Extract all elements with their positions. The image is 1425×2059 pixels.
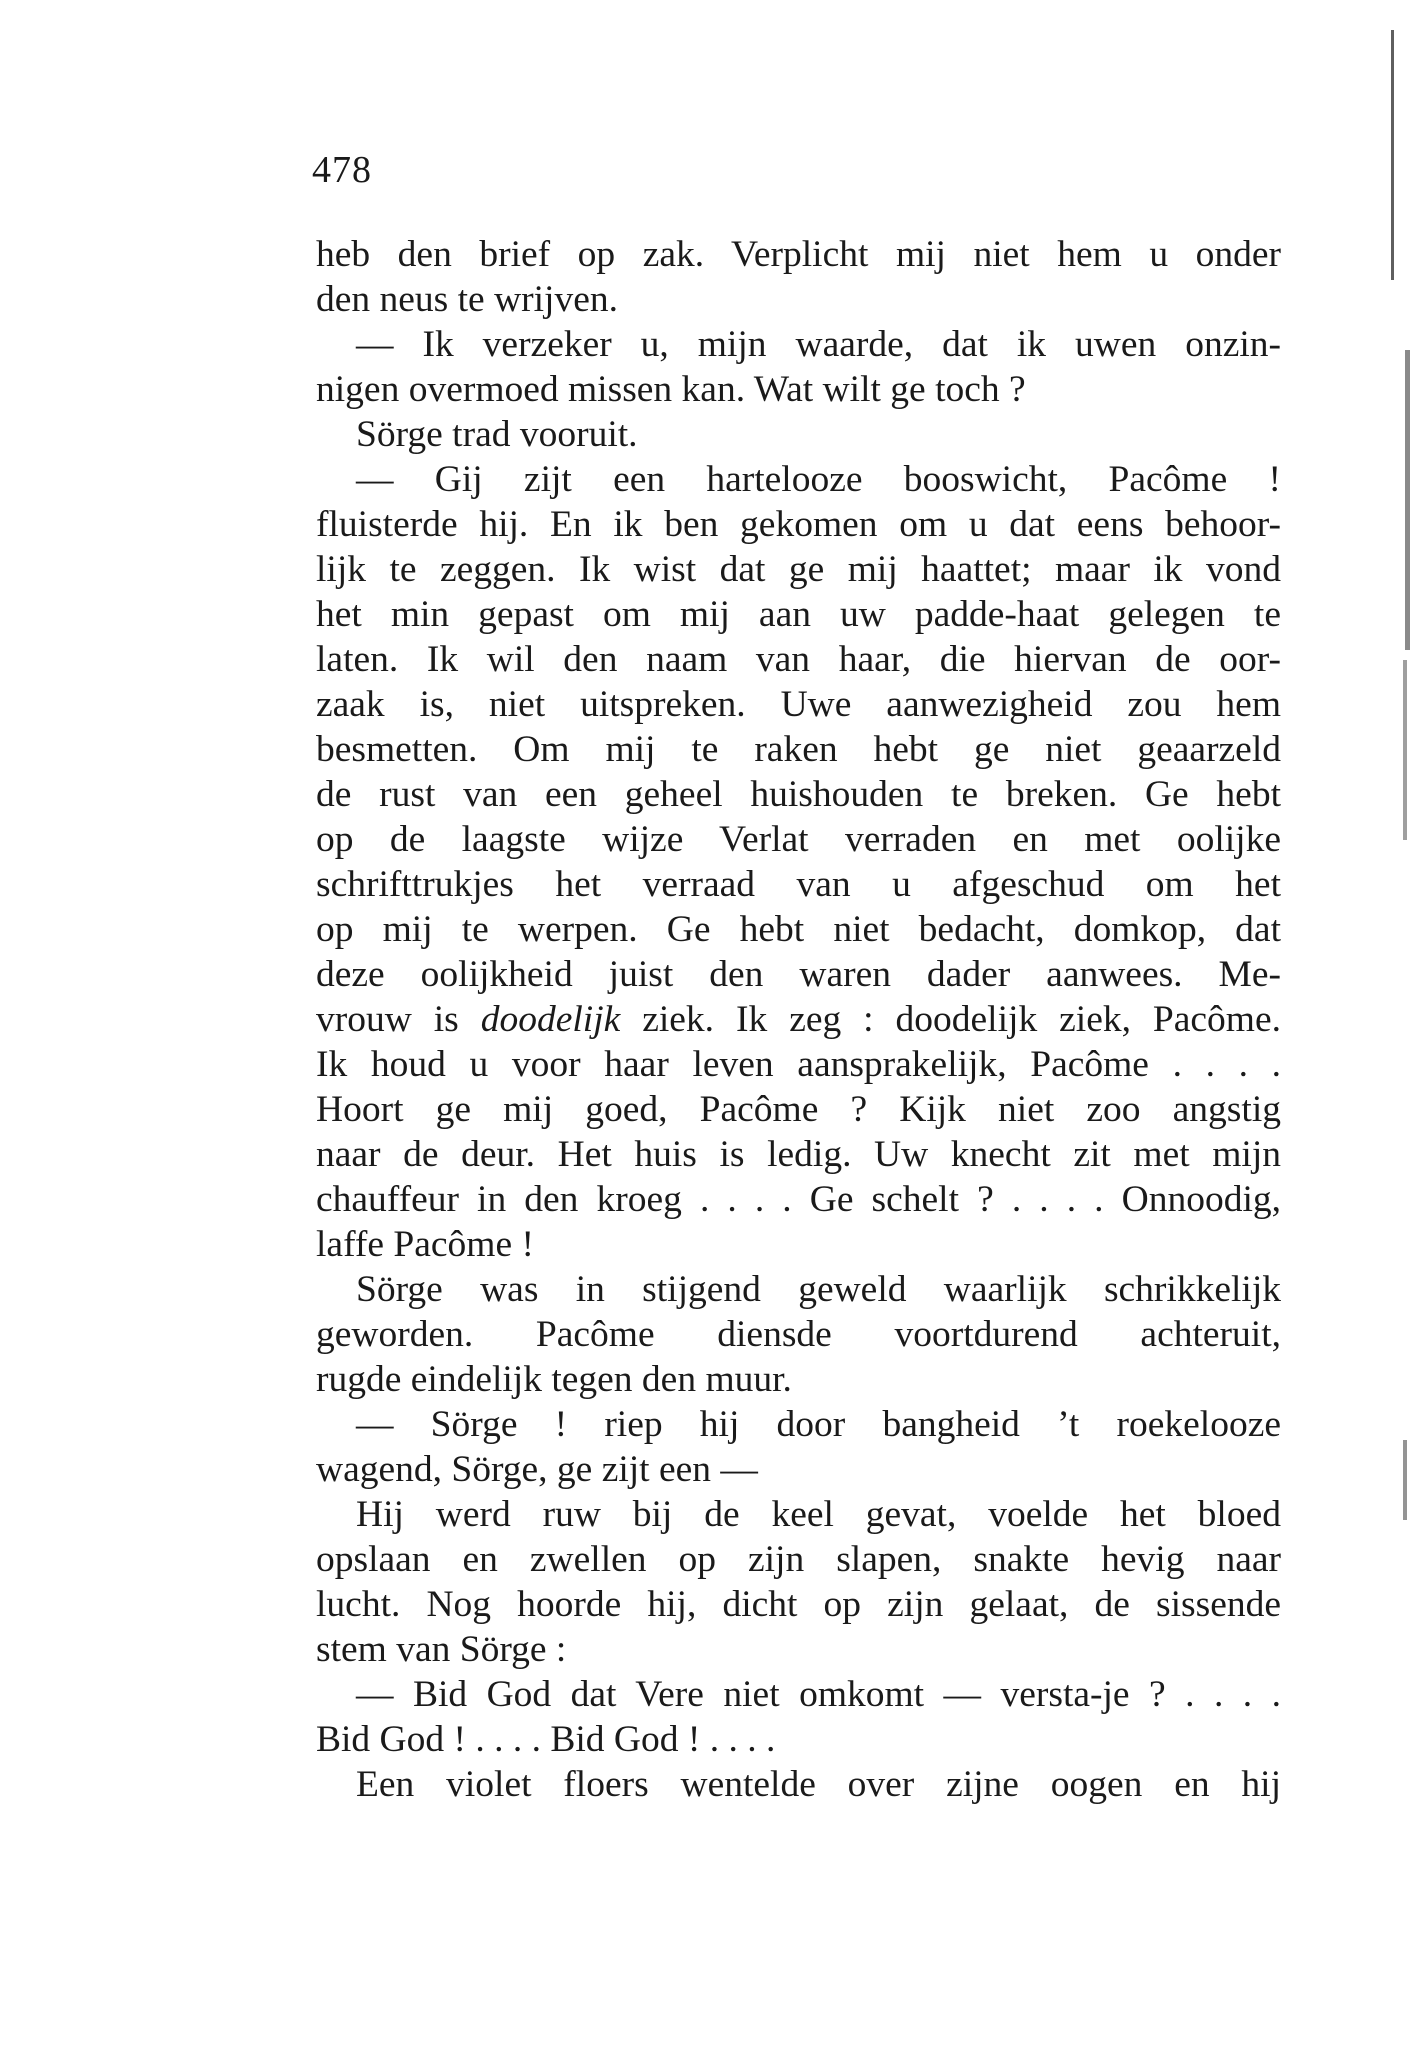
text-line: het min gepast om mij aan uw padde-haat gelegen te	[316, 594, 1281, 635]
text-line: chauffeur in den kroeg . . . . Ge schelt ? . . . . Onnoodig,	[316, 1179, 1281, 1220]
scan-edge-mark	[1405, 350, 1410, 650]
text-line: Bid God ! . . . . Bid God ! . . . .	[316, 1719, 776, 1760]
scan-edge-mark	[1391, 30, 1394, 280]
text-line: laffe Pacôme !	[316, 1224, 534, 1265]
text-line: schrifttrukjes het verraad van u afgeschud om het	[316, 864, 1281, 905]
text-line: opslaan en zwellen op zijn slapen, snakte hevig naar	[316, 1539, 1281, 1580]
text-line: Een violet floers wentelde over zijne oogen en hij	[356, 1764, 1281, 1805]
text-line: wagend, Sörge, ge zijt een —	[316, 1449, 758, 1490]
emphasized-word: doodelijk	[480, 999, 621, 1040]
text-line: de rust van een geheel huishouden te breken. Ge hebt	[316, 774, 1281, 815]
text-line: deze oolijkheid juist den waren dader aanwees. Me-	[316, 954, 1281, 995]
text-line: stem van Sörge :	[316, 1629, 567, 1670]
text-line: Sörge was in stijgend geweld waarlijk schrikkelijk	[356, 1269, 1281, 1310]
text-line: — Bid God dat Vere niet omkomt — versta-je ? . . . .	[356, 1674, 1281, 1715]
text-line: besmetten. Om mij te raken hebt ge niet geaarzeld	[316, 729, 1281, 770]
scan-edge-mark	[1403, 1440, 1407, 1520]
text-line: naar de deur. Het huis is ledig. Uw knecht zit met mijn	[316, 1134, 1281, 1175]
text-line: — Gij zijt een hartelooze booswicht, Pacôme !	[356, 459, 1281, 500]
text-line: vrouw is doodelijk ziek. Ik zeg : doodelijk ziek, Pacôme.	[316, 999, 1281, 1040]
text-line: — Ik verzeker u, mijn waarde, dat ik uwen onzin-	[356, 324, 1281, 365]
text-line: lijk te zeggen. Ik wist dat ge mij haattet; maar ik vond	[316, 549, 1281, 590]
text-line: den neus te wrijven.	[316, 279, 618, 320]
text-line: nigen overmoed missen kan. Wat wilt ge toch ?	[316, 369, 1026, 410]
text-line: laten. Ik wil den naam van haar, die hiervan de oor-	[316, 639, 1281, 680]
text-line: Hoort ge mij goed, Pacôme ? Kijk niet zoo angstig	[316, 1089, 1281, 1130]
text-line: Hij werd ruw bij de keel gevat, voelde het bloed	[356, 1494, 1281, 1535]
text-line: zaak is, niet uitspreken. Uwe aanwezigheid zou hem	[316, 684, 1281, 725]
text-line: lucht. Nog hoorde hij, dicht op zijn gelaat, de sissende	[316, 1584, 1281, 1625]
text-line: — Sörge ! riep hij door bangheid ’t roekelooze	[356, 1404, 1281, 1445]
page-number: 478	[312, 149, 372, 191]
text-line: rugde eindelijk tegen den muur.	[316, 1359, 792, 1400]
scan-edge-mark	[1403, 660, 1407, 840]
text-line: heb den brief op zak. Verplicht mij niet hem u onder	[316, 234, 1281, 275]
text-line: Sörge trad vooruit.	[356, 414, 638, 455]
text-line: op mij te werpen. Ge hebt niet bedacht, domkop, dat	[316, 909, 1281, 950]
text-line: fluisterde hij. En ik ben gekomen om u dat eens behoor-	[316, 504, 1281, 545]
text-line: geworden. Pacôme diensde voortdurend achteruit,	[316, 1314, 1281, 1355]
text-line: op de laagste wijze Verlat verraden en met oolijke	[316, 819, 1281, 860]
body-text	[316, 232, 1281, 1807]
text-line: Ik houd u voor haar leven aansprakelijk, Pacôme . . . .	[316, 1044, 1281, 1085]
